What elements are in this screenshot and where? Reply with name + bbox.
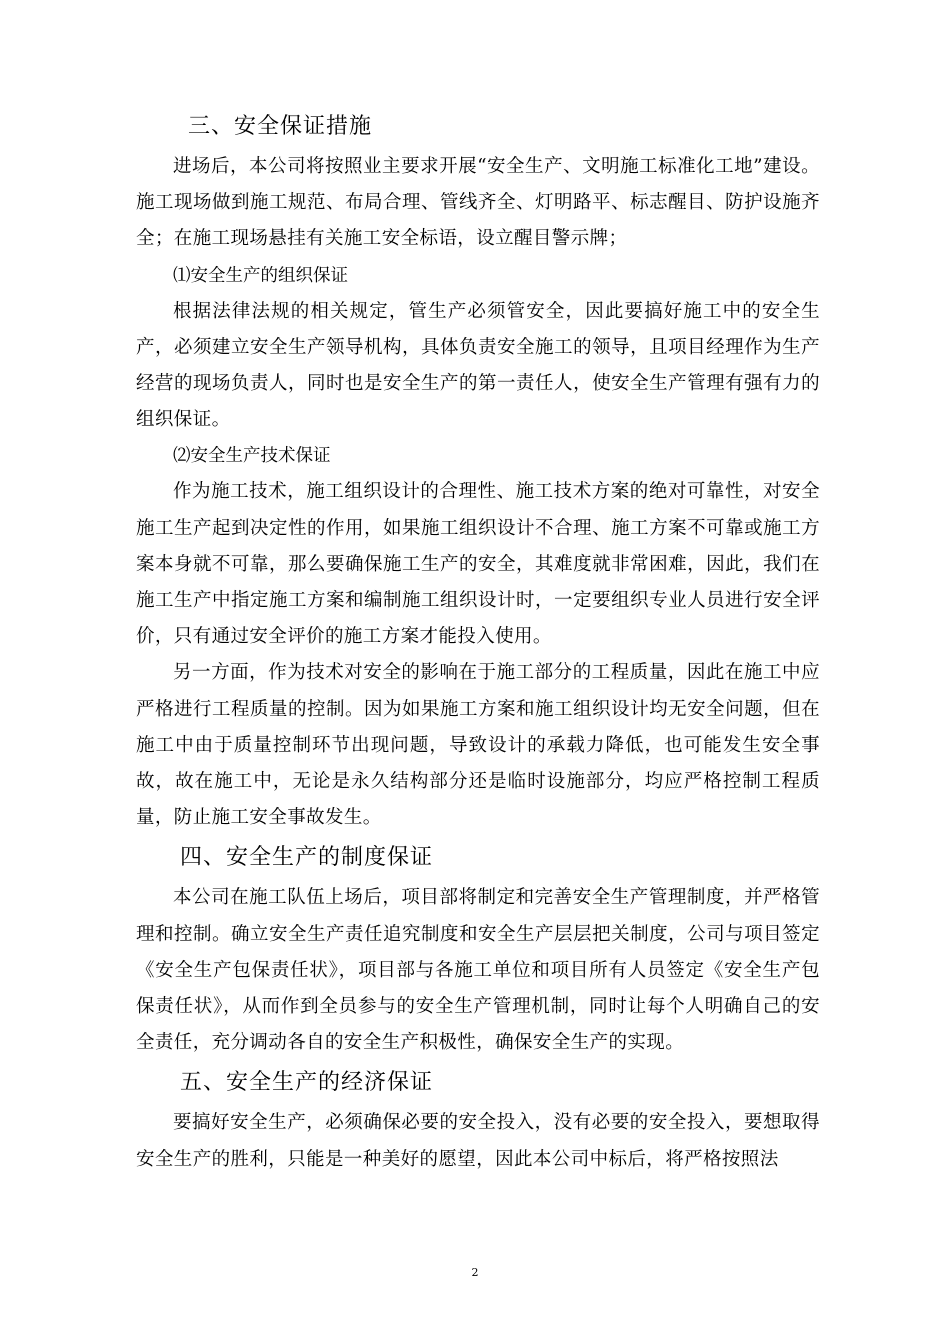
subsection-1-title: ⑴安全生产的组织保证: [173, 265, 348, 286]
subsection-2-text-2: 另一方面，作为技术对安全的影响在于施工部分的工程质量，因此在施工中应严格进行工程质量的控制。因为如果施工方案和施工组织设计均无安全问题，但在施工中由于质量控制环节出现问题，导致设计的承载力降低，也可能发生安全事故，故在施工中，无论是永久结构部分还是临时设施部分，均应严格控制工程质量，防止施工安全事故发生。: [136, 662, 820, 829]
section-5-text: 要搞好安全生产，必须确保必要的安全投入，没有必要的安全投入，要想取得安全生产的胜利，只能是一种美好的愿望，因此本公司中标后，将严格按照法: [136, 1112, 820, 1170]
section-5-heading: 五、安全生产的经济保证: [180, 1070, 434, 1096]
subsection-2-title: ⑵安全生产技术保证: [173, 446, 331, 467]
document-body: [136, 103, 820, 1178]
section-3-intro: 进场后，本公司将按照业主要求开展“安全生产、文明施工标准化工地”建设。施工现场做到施工规范、布局合理、管线齐全、灯明路平、标志醒目、防护设施齐全；在施工现场悬挂有关施工安全标语，设立醒目警示牌；: [136, 156, 820, 250]
subsection-2-text-1: 作为施工技术，施工组织设计的合理性、施工技术方案的绝对可靠性，对安全施工生产起到决定性的作用，如果施工组织设计不合理、施工方案不可靠或施工方案本身就不可靠，那么要确保施工生产的安全，其难度就非常困难，因此，我们在施工生产中指定施工方案和编制施工组织设计时，一定要组织专业人员进行安全评价，只有通过安全评价的施工方案才能投入使用。: [136, 481, 820, 648]
page-number: 2: [471, 1266, 479, 1279]
section-4-heading: 四、安全生产的制度保证: [180, 845, 434, 871]
section-3-heading: 三、安全保证措施: [188, 114, 373, 139]
subsection-1-text: 根据法律法规的相关规定，管生产必须管安全，因此要搞好施工中的安全生产，必须建立安全生产领导机构，具体负责安全施工的领导，且项目经理作为生产经营的现场负责人，同时也是安全生产的第一责任人，使安全生产管理有强有力的组织保证。: [136, 300, 820, 431]
section-4-text: 本公司在施工队伍上场后，项目部将制定和完善安全生产管理制度，并严格管理和控制。确立安全生产责任追究制度和安全生产层层把关制度，公司与项目签定《安全生产包保责任状》，项目部与各施工单位和项目所有人员签定《安全生产包保责任状》，从而作到全员参与的安全生产管理机制，同时让每个人明确自己的安全责任，充分调动各自的安全生产积极性，确保安全生产的实现。: [136, 887, 820, 1054]
